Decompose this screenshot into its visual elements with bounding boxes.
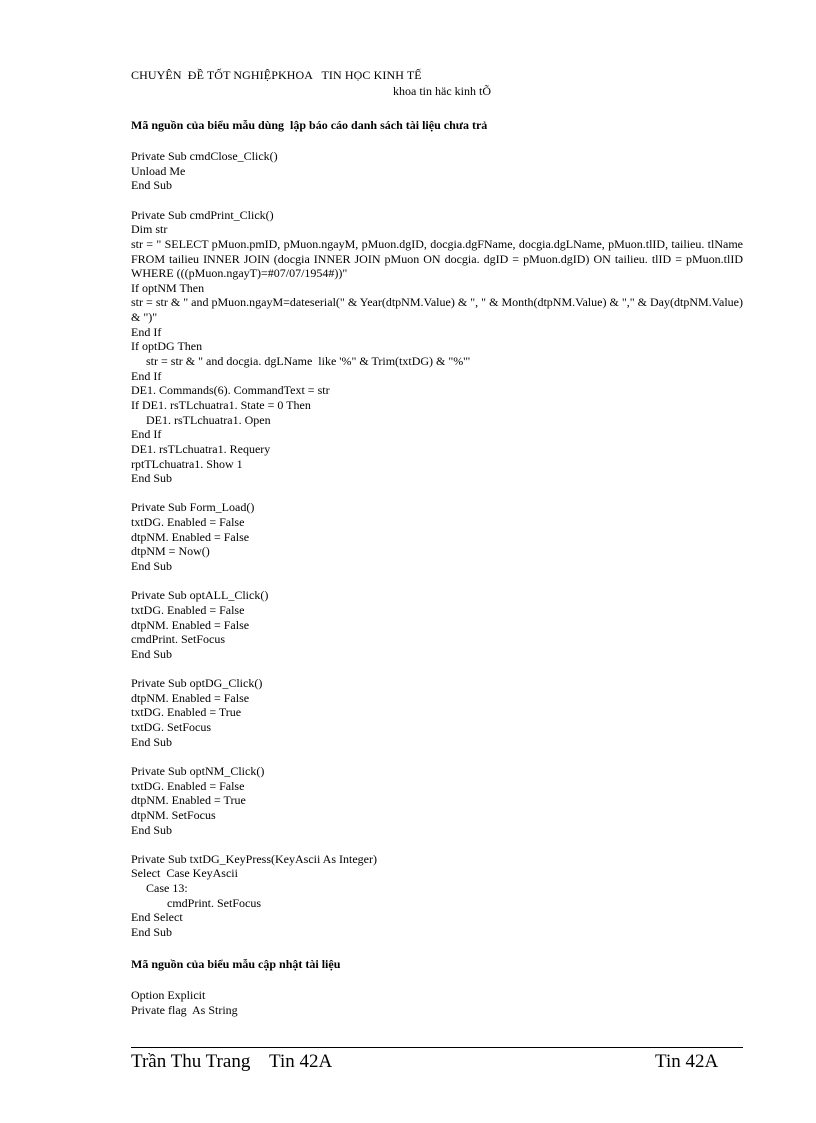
- code-line: str = " SELECT pMuon.pmID, pMuon.ngayM, pMuon.dgID, docgia.dgFName, docgia.dgLName, pMuon.tlID, tailieu. tlName FROM tailieu INNER JOIN (docgia INNER JOIN pMuon ON docgia. dgID = pMuon.dgID) ON tailieu. tlID = pMuon.tlID WHERE (((pMuon.ngayT)=#07/07/1954#))": [131, 236, 743, 281]
- code-line: Case 13:: [131, 881, 188, 896]
- code-line: End If: [131, 324, 162, 339]
- code-line: str = str & " and pMuon.ngayM=dateserial(" & Year(dtpNM.Value) & ", " & Month(dtpNM.Value) & "," & Day(dtpNM.Value) & ")": [131, 295, 743, 325]
- code-line: Private Sub Form_Load(): [131, 500, 255, 515]
- code-line: End Select: [131, 910, 183, 925]
- code-line: End Sub: [131, 734, 173, 749]
- code-line: Option Explicit: [131, 988, 206, 1002]
- section-heading-update-form: Mã nguồn của biểu mẫu cập nhật tài liệu: [131, 957, 341, 971]
- code-line: rptTLchuatra1. Show 1: [131, 456, 243, 471]
- code-line: dtpNM = Now(): [131, 544, 210, 559]
- code-line: DE1. rsTLchuatra1. Requery: [131, 441, 271, 456]
- blank-line: [131, 749, 743, 764]
- code-line: If optNM Then: [131, 280, 205, 295]
- code-line: DE1. rsTLchuatra1. Open: [131, 412, 271, 427]
- code-line: End If: [131, 368, 162, 383]
- code-line: txtDG. Enabled = False: [131, 602, 245, 617]
- code-line: Private Sub optDG_Click(): [131, 676, 263, 691]
- blank-line: [131, 193, 743, 208]
- code-line: txtDG. Enabled = False: [131, 515, 245, 530]
- code-line: End Sub: [131, 822, 173, 837]
- code-line: Unload Me: [131, 163, 186, 178]
- code-line: End Sub: [131, 178, 173, 193]
- code-line: End Sub: [131, 646, 173, 661]
- code-line: DE1. Commands(6). CommandText = str: [131, 383, 330, 398]
- code-line: End Sub: [131, 925, 173, 940]
- code-line: End Sub: [131, 559, 173, 574]
- code-line: If optDG Then: [131, 339, 203, 354]
- code-line: Private flag As String: [131, 1002, 238, 1017]
- code-line: If DE1. rsTLchuatra1. State = 0 Then: [131, 397, 311, 412]
- code-line: txtDG. Enabled = False: [131, 778, 245, 793]
- blank-line: [131, 486, 743, 501]
- code-line: Dim str: [131, 222, 168, 237]
- code-line: cmdPrint. SetFocus: [131, 895, 262, 910]
- footer-author: [131, 1051, 332, 1073]
- section-heading-report-form: Mã nguồn của biểu mẫu dùng lập báo cáo danh sách tài liệu chưa trả: [131, 118, 488, 132]
- code-line: dtpNM. Enabled = False: [131, 529, 250, 544]
- code-line: txtDG. Enabled = True: [131, 705, 242, 720]
- blank-line: [131, 837, 743, 852]
- code-line: cmdPrint. SetFocus: [131, 632, 226, 647]
- code-line: dtpNM. Enabled = False: [131, 617, 250, 632]
- code-block-update-form: [131, 988, 238, 1017]
- code-line: End Sub: [131, 471, 173, 486]
- footer-class-left: Tin 42A: [269, 1051, 333, 1072]
- header-title: CHUYÊN ĐỀ TỐT NGHIỆPKHOA TIN HỌC KINH TẾ: [131, 68, 422, 82]
- blank-line: [131, 662, 743, 677]
- code-block-report-form: [131, 149, 743, 940]
- code-line: Private Sub optNM_Click(): [131, 763, 265, 778]
- code-line: dtpNM. Enabled = True: [131, 793, 246, 808]
- code-line: Select Case KeyAscii: [131, 866, 238, 881]
- code-line: Private Sub cmdPrint_Click(): [131, 207, 274, 222]
- code-line: Private Sub cmdClose_Click(): [131, 149, 278, 163]
- blank-line: [131, 574, 743, 589]
- code-line: str = str & " and docgia. dgLName like '%" & Trim(txtDG) & "%'": [131, 354, 471, 369]
- code-line: txtDG. SetFocus: [131, 720, 212, 735]
- code-line: End If: [131, 427, 162, 442]
- header-subtitle: khoa tin häc kinh tÕ: [393, 84, 491, 98]
- code-line: Private Sub optALL_Click(): [131, 588, 269, 603]
- code-line: Private Sub txtDG_KeyPress(KeyAscii As Integer): [131, 851, 377, 866]
- footer-divider: [131, 1047, 743, 1048]
- footer-author-name: Trần Thu Trang: [131, 1051, 251, 1072]
- code-line: dtpNM. Enabled = False: [131, 690, 250, 705]
- code-line: dtpNM. SetFocus: [131, 807, 216, 822]
- footer-class-right: Tin 42A: [655, 1051, 719, 1072]
